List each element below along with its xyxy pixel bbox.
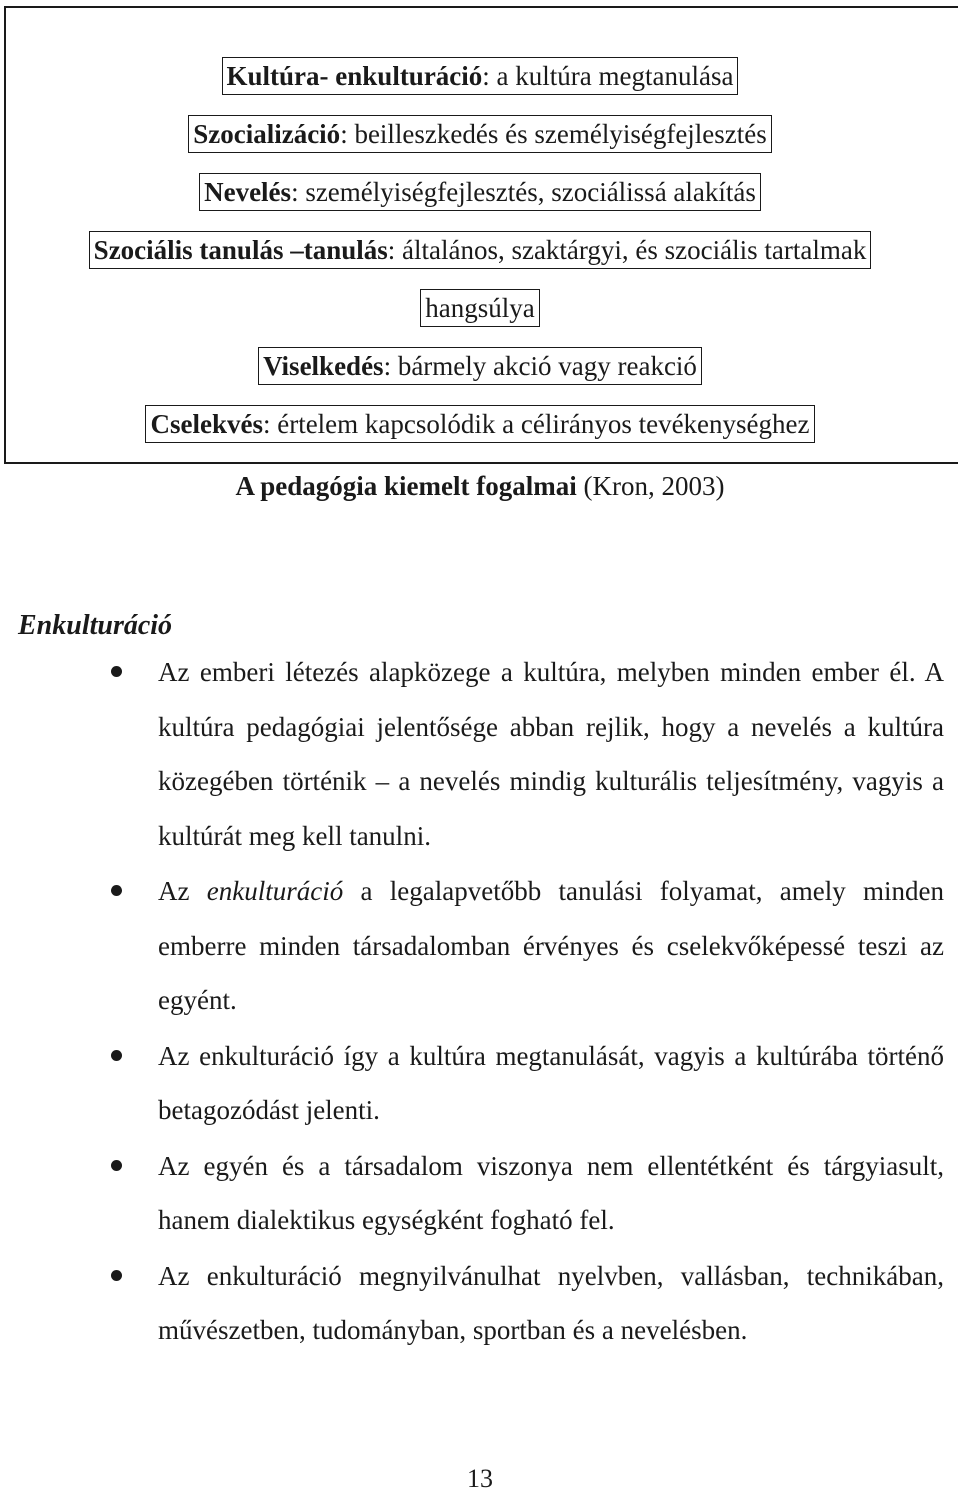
bullet-item	[0, 1249, 944, 1358]
definition-box	[420, 289, 539, 327]
definition-term: Cselekvés	[150, 409, 263, 439]
definition-text: : általános, szaktárgyi, és szociális tartalmak	[387, 235, 867, 265]
bullet-item	[0, 645, 944, 863]
bullet-dot-icon	[111, 1050, 122, 1061]
definition-text: : a kultúra megtanulása	[482, 61, 734, 91]
definition-line	[0, 231, 960, 289]
bullet-text: Az enkulturáció így a kultúra megtanulását, vagyis a kultúrába történő betagozódást jelenti.	[158, 1040, 944, 1125]
definition-text: : értelem kapcsolódik a célirányos tevékenységhez	[262, 409, 810, 439]
definition-text: : beilleszkedés és személyiségfejlesztés	[340, 119, 767, 149]
bullet-text: Az emberi létezés alapközege a kultúra, melyben minden ember él. A kultúra pedagógiai jelentősége abban rejlik, hogy a nevelés a kultúra közegében történik – a nevelés mindig kulturális teljesítmény, vagyis a kultúrát meg kell tanulni.	[158, 657, 944, 851]
definition-term: Szocializáció	[193, 119, 341, 149]
bullet-dot-icon	[111, 666, 122, 677]
definition-line	[0, 289, 960, 347]
bullet-item	[0, 864, 944, 1028]
definition-term: Viselkedés	[263, 351, 384, 381]
bullet-dot-icon	[111, 885, 122, 896]
definition-term: Szociális tanulás –tanulás	[93, 235, 388, 265]
definition-box	[258, 347, 702, 385]
definition-line	[0, 347, 960, 405]
definition-box	[89, 231, 872, 269]
definition-box	[199, 173, 761, 211]
page-number: 13	[467, 1464, 493, 1493]
definition-box	[222, 57, 739, 95]
bullet-text: Az enkulturáció megnyilvánulhat nyelvben, vallásban, technikában, művészetben, tudományban, sportban és a nevelésben.	[158, 1260, 944, 1345]
definition-text: hangsúlya	[425, 293, 535, 323]
definition-text: : személyiségfejlesztés, szociálissá alakítás	[291, 177, 756, 207]
figure-caption	[0, 468, 960, 504]
definitions-list	[0, 57, 960, 463]
bullet-list	[0, 645, 960, 1359]
bullet-text: Az egyén és a társadalom viszonya nem ellentétként és tárgyiasult, hanem dialektikus egységként fogható fel.	[158, 1150, 944, 1235]
definition-box	[188, 115, 772, 153]
bullet-dot-icon	[111, 1160, 122, 1171]
definition-term: Nevelés	[204, 177, 292, 207]
definition-line	[0, 173, 960, 231]
bullet-item	[0, 1139, 944, 1248]
definition-text: : bármely akció vagy reakció	[383, 351, 697, 381]
definition-line	[0, 57, 960, 115]
caption-title: A pedagógia kiemelt fogalmai	[235, 471, 577, 501]
caption-citation: (Kron, 2003)	[576, 471, 725, 501]
bullet-emphasis: enkulturáció	[206, 876, 344, 906]
bullet-text: Az	[158, 876, 207, 906]
bullet-item	[0, 1029, 944, 1138]
bullet-dot-icon	[111, 1270, 122, 1281]
definition-line	[0, 115, 960, 173]
section-heading: Enkulturáció	[18, 610, 173, 641]
definition-term: Kultúra- enkulturáció	[226, 61, 483, 91]
bullet-text: a legalapvetőbb tanulási folyamat, amely minden emberre minden társadalomban érvényes és cselekvőképessé teszi az egyént.	[158, 876, 944, 1015]
definition-box	[145, 405, 814, 443]
definition-line	[0, 405, 960, 463]
